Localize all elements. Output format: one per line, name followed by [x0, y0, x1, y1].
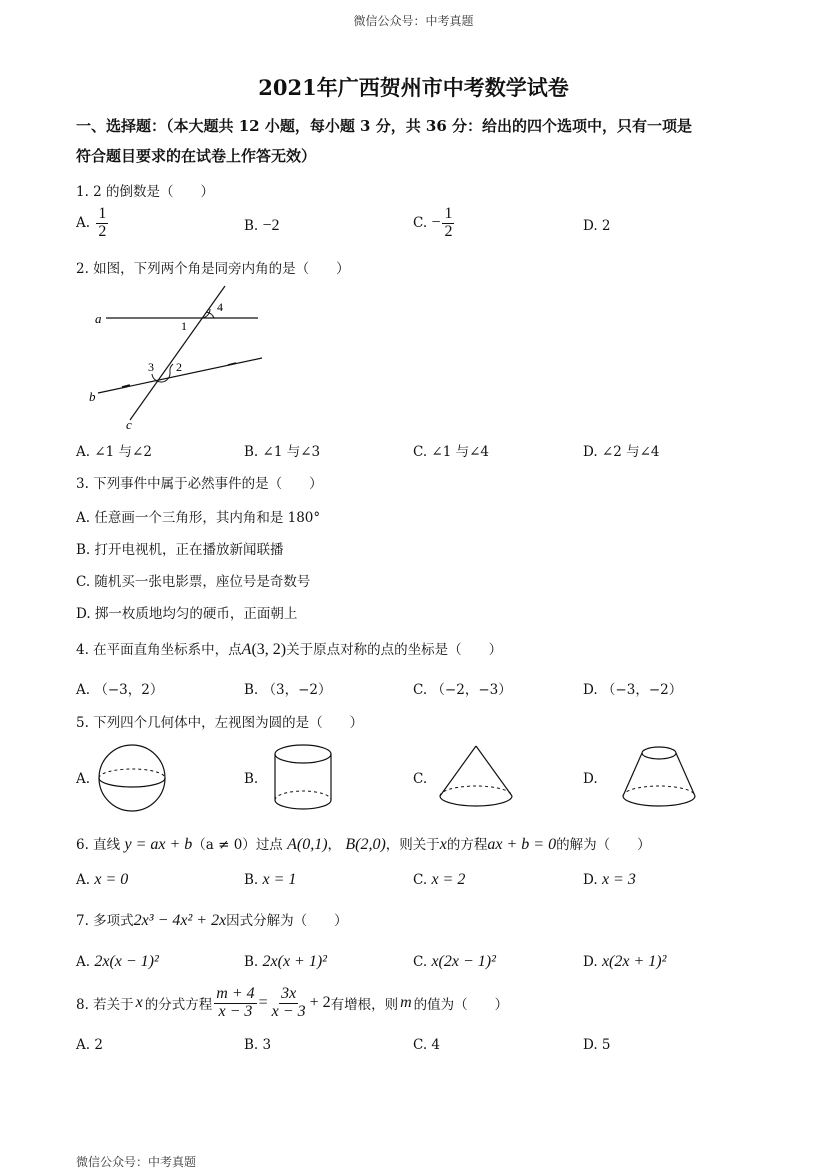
q5-label-c: C. [413, 771, 428, 787]
q7-stem: 7. 多项式2x³ − 4x² + 2x因式分解为（ ） [76, 912, 348, 929]
q4-point: A [241, 641, 252, 658]
q7-polynomial: 2x³ − 4x² + 2x [133, 912, 227, 929]
q1-option-a: A. $\frac{1}{2}$ [76, 205, 107, 240]
q1-c-fraction: $\frac{1}{2}$ [444, 205, 453, 240]
q3-stem: 3. 下列事件中属于必然事件的是（ ） [76, 476, 323, 492]
angle-label-3: 3 [148, 360, 154, 374]
q6-point-b: B(2,0) [345, 836, 386, 853]
frustum-shape [618, 742, 700, 814]
sphere-shape [96, 742, 168, 814]
q3-option-c: C. 随机买一张电影票，座位号是奇数号 [76, 574, 311, 590]
section-heading-line1: 一、选择题：（本大题共 12 小题，每小题 3 分，共 36 分：给出的四个选项中，只有一项是 [76, 117, 693, 135]
q2-figure [80, 278, 280, 438]
q2-option-c: C. ∠1 与∠4 [413, 444, 490, 460]
q7-option-d: D. x(2x + 1)² [583, 953, 667, 970]
q6-option-d: D. x = 3 [583, 871, 636, 888]
q6-point-a: A(0,1) [287, 836, 328, 853]
q3-option-b: B. 打开电视机，正在播放新闻联播 [76, 542, 284, 558]
q3-option-d: D. 掷一枚质地均匀的硬币，正面朝上 [76, 606, 298, 622]
q6-option-c: C. x = 2 [413, 871, 466, 888]
q5-stem: 5. 下列四个几何体中，左视图为圆的是（ ） [76, 715, 364, 731]
line-label-a: a [95, 311, 102, 326]
page-title: 2021年广西贺州市中考数学试卷 [258, 75, 569, 100]
q8-option-c: C. 4 [413, 1037, 441, 1053]
q7-option-c: C. x(2x − 1)² [413, 953, 496, 970]
q4-option-b: B. （3，−2） [244, 682, 332, 698]
q1-option-c: C. − $\frac{1}{2}$ [413, 205, 453, 240]
q8-option-b: B. 3 [244, 1037, 272, 1053]
q6-stem: 6. 直线 y = ax + b（a ≠ 0）过点 A(0,1)， B(2,0)，则关于x的方程ax + b = 0的解为（ ） [76, 836, 651, 853]
q3-option-a: A. 任意画一个三角形，其内角和是 180° [76, 510, 321, 526]
q8-option-a: A. 2 [76, 1037, 103, 1053]
q4-stem: 4. 在平面直角坐标系中，点A(3, 2)关于原点对称的点的坐标是（ ） [76, 641, 503, 658]
q2-stem: 2. 如图，下列两个角是同旁内角的是（ ） [76, 261, 350, 277]
q4-coords: (3, 2) [251, 641, 287, 658]
q5-label-d: D. [583, 771, 598, 787]
angle-label-2: 2 [176, 360, 182, 374]
q1-stem: 1. 2 的倒数是（ ） [76, 184, 215, 200]
q1-option-d: D. 2 [583, 218, 611, 234]
q8-fraction-left: $\frac{m + 4}{x - 3}$ [216, 985, 255, 1020]
header-watermark: 微信公众号：中考真题 [353, 14, 474, 28]
footer-watermark: 微信公众号：中考真题 [76, 1155, 197, 1169]
q8-option-d: D. 5 [583, 1037, 611, 1053]
q5-label-b: B. [244, 771, 259, 787]
q1-a-fraction: $\frac{1}{2}$ [98, 205, 107, 240]
q2-option-d: D. ∠2 与∠4 [583, 444, 660, 460]
q2-option-a: A. ∠1 与∠2 [76, 444, 152, 460]
line-label-c: c [126, 417, 132, 432]
q4-option-a: A. （−3，2） [76, 682, 164, 698]
q7-option-a: A. 2x(x − 1)² [76, 953, 159, 970]
q6-option-b: B. x = 1 [244, 871, 297, 888]
q8-stem: 8. 若关于 x 的分式方程 $\frac{m + 4}{x - 3}$ = $\frac{3x}{x - 3}$ + 2 有增根，则 m 的值为（ ） [76, 985, 509, 1020]
angle-label-1: 1 [181, 319, 187, 333]
section-heading-line2: 符合题目要求的在试卷上作答无效） [76, 147, 317, 165]
q4-option-c: C. （−2，−3） [413, 682, 512, 698]
q8-fraction-right: $\frac{3x}{x - 3}$ [271, 985, 306, 1020]
q5-label-a: A. [76, 771, 91, 787]
cone-shape [436, 742, 516, 814]
q2-option-b: B. ∠1 与∠3 [244, 444, 321, 460]
q4-option-d: D. （−3，−2） [583, 682, 683, 698]
q1-option-b: B. −2 [244, 217, 280, 234]
line-label-b: b [89, 389, 96, 404]
q6-equation: ax + b = 0 [487, 836, 557, 853]
angle-label-4: 4 [217, 300, 223, 314]
q7-option-b: B. 2x(x + 1)² [244, 953, 327, 970]
cylinder-shape [270, 742, 336, 814]
q6-line-eq: y = ax + b [124, 836, 193, 853]
q6-option-a: A. x = 0 [76, 871, 129, 888]
